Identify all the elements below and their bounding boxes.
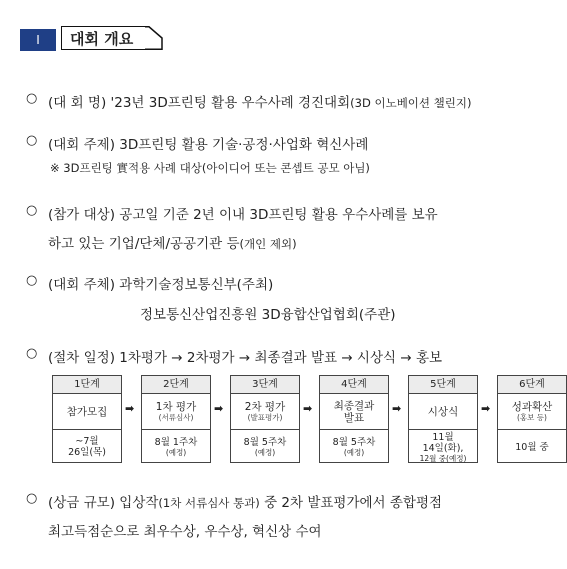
process-arrow-icon: ➡	[125, 402, 135, 415]
item-prize-cont	[48, 520, 322, 540]
section-title-corner	[145, 26, 163, 50]
item-text: 하고 있는 기업/단체/공공기관 등	[48, 236, 240, 252]
stage-sub: 발표	[343, 411, 365, 424]
section-title: 대회 개요	[61, 26, 147, 50]
stage-date: 8월 5주차	[243, 437, 287, 448]
stage-head: 5단계	[409, 376, 477, 394]
item-text: (참가 대상) 공고일 기준 2년 이내 3D프린팅 활용 우수사례를 보유	[48, 207, 438, 223]
bullet: ○	[26, 133, 38, 148]
process-stage	[319, 375, 389, 463]
item-organizers-cont	[140, 303, 396, 323]
stage-title: 성과확산	[511, 401, 553, 413]
section-number: I	[20, 29, 56, 51]
item-text: (대회 주체) 과학기술정보통신부(주최)	[48, 277, 274, 293]
stage-date-3: 12월 중(예정)	[419, 453, 467, 463]
process-stage	[408, 375, 478, 463]
stage-sub: (발표평가)	[247, 413, 283, 422]
stage-head: 6단계	[498, 376, 566, 394]
stage-date-2: 26일(목)	[68, 447, 106, 458]
stage-head: 4단계	[320, 376, 388, 394]
item-text: 정보통신산업진흥원 3D융합산업협회(주관)	[140, 307, 396, 323]
process-stage	[497, 375, 567, 463]
stage-title: 최종결과	[333, 399, 375, 412]
bullet: ○	[26, 491, 38, 506]
process-stage	[230, 375, 300, 463]
stage-date: 8월 5주차	[332, 437, 376, 448]
item-text: 최고득점순으로 최우수상, 우수상, 혁신상 수여	[48, 524, 322, 540]
item-text: (상금 규모) 입상작	[48, 495, 159, 511]
stage-title: 1차 평가	[155, 401, 197, 413]
item-text: (대 회 명) '23년 3D프린팅 활용 우수사례 경진대회	[48, 95, 351, 111]
stage-sub: (홍보 등)	[517, 413, 547, 422]
item-eligibility-cont	[48, 232, 297, 252]
stage-date-2: 14일(화),	[422, 442, 464, 454]
item-text: (절차 일정) 1차평가 → 2차평가 → 최종결과 발표 → 시상식 → 홍보	[48, 350, 443, 366]
stage-title: 시상식	[427, 405, 459, 418]
stage-date: ~7월	[75, 436, 99, 447]
stage-head: 2단계	[142, 376, 210, 394]
item-text-2: 중 2차 발표평가에서 종합평점	[259, 495, 443, 511]
stage-date: 10월 중	[515, 441, 549, 453]
stage-title: 2차 평가	[244, 401, 286, 413]
bullet: ○	[26, 273, 38, 288]
item-small-text: (개인 제외)	[239, 237, 297, 251]
process-stage	[52, 375, 122, 463]
bullet: ○	[26, 203, 38, 218]
stage-sub: (서류심사)	[158, 413, 194, 422]
bullet: ○	[26, 346, 38, 361]
bullet: ○	[26, 91, 38, 106]
item-theme-note: ※ 3D프린팅 實적용 사례 대상(아이디어 또는 콘셉트 공모 아님)	[50, 161, 370, 175]
process-arrow-icon: ➡	[481, 402, 491, 415]
stage-head: 1단계	[53, 376, 121, 394]
stage-head: 3단계	[231, 376, 299, 394]
process-arrow-icon: ➡	[392, 402, 402, 415]
item-small-text: (1차 서류심사 통과)	[158, 496, 260, 510]
process-arrow-icon: ➡	[303, 402, 313, 415]
stage-date-2: (예정)	[343, 448, 365, 457]
stage-date: 11월	[432, 431, 454, 443]
stage-date: 8월 1주차	[154, 437, 198, 448]
item-text: (대회 주제) 3D프린팅 활용 기술·공정·사업화 혁신사례	[48, 137, 369, 153]
item-small-text: (3D 이노베이션 챌린지)	[350, 96, 472, 110]
process-arrow-icon: ➡	[214, 402, 224, 415]
process-stage	[141, 375, 211, 463]
stage-date-2: (예정)	[254, 448, 276, 457]
stage-date-2: (예정)	[165, 448, 187, 457]
stage-title: 참가모집	[66, 405, 108, 418]
